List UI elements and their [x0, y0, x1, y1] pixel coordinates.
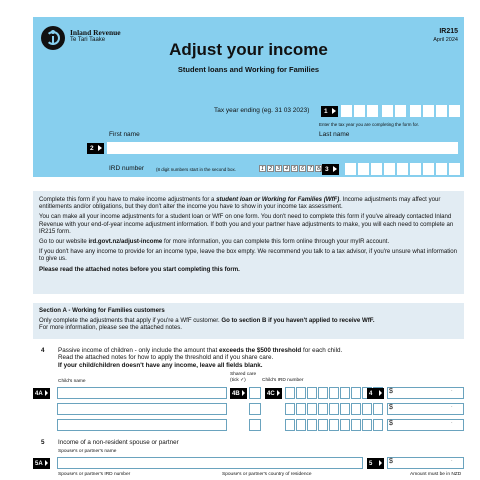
q4-text: Passive income of children - only include the amount that exceeds the $500 threshold for each child. Read the attached notes for how to apply the threshold and if you share care. If your child/children doesn't have any income, leave all fields blank. [58, 347, 343, 369]
shared-care-tick-header: (tick ✓) [230, 378, 246, 383]
spouse-name-label: Spouse's or partner's name [58, 449, 117, 454]
dollar-sign: $ [389, 388, 393, 395]
section-a-heading [33, 303, 464, 339]
child-name-input-3[interactable] [57, 419, 227, 431]
section-a-line-2: For more information, please see the attached notes. [39, 324, 182, 332]
dollar-sign: $ [389, 420, 393, 427]
ird-number-hint: (8 digit numbers start in the second box. [156, 167, 237, 172]
ird-hint-end: ) [320, 167, 322, 172]
form-code: IR215 [439, 28, 458, 35]
q5-number: 5 [41, 439, 45, 446]
cents-separator: · [451, 404, 453, 410]
section-a-title: Section A - Working for Families customers [39, 307, 165, 314]
shared-care-header: Shared care [230, 372, 257, 377]
org-name: Inland Revenue [70, 28, 121, 37]
intro-paragraph-1: Complete this form if you have to make income adjustments for a student loan or Working for Families (WfF). Income adjustments may affect your entitlements and/or obligations, but they don't alter the income you have to show in your income tax assessment. [39, 196, 441, 211]
box-4b-badge: 4B [230, 388, 247, 399]
name-input[interactable] [107, 142, 458, 154]
tax-year-input[interactable] [341, 105, 460, 117]
form-date: April 2024 [433, 37, 458, 43]
child-ird-header: Child's IRD number [262, 378, 304, 383]
dollar-sign: $ [389, 458, 393, 465]
adjust-income-link[interactable]: ird.govt.nz/adjust-income [88, 238, 163, 246]
spouse-ird-label: Spouse's or partner's IRD number [58, 472, 131, 477]
box-5-badge: 5 [367, 458, 384, 469]
section-a-line-1: Only complete the adjustments that apply if you're a WfF customer. Go to section B if you haven't applied to receive WfF. [39, 317, 375, 325]
page-subtitle: Student loans and Working for Families [177, 65, 320, 74]
shared-care-checkbox-2[interactable] [249, 403, 261, 415]
ird-number-badge: 3 [322, 164, 339, 175]
page-title: Adjust your income [169, 40, 328, 59]
intro-notes [33, 191, 464, 294]
intro-paragraph-3: Go to our website ird.govt.nz/adjust-income for more information, you can complete this form online through your myIR account. [39, 238, 390, 246]
intro-paragraph-5: Please read the attached notes before you start completing this form. [39, 265, 240, 273]
name-number-badge: 2 [87, 143, 104, 154]
q4-number: 4 [41, 347, 45, 354]
cents-separator: · [451, 420, 453, 426]
intro-paragraph-4: If you don't have any income to provide for an income type, leave the box empty. We recommend you talk to a tax advisor, if you're unsure what information to give us. [39, 248, 458, 263]
intro-paragraph-2: You can make all your income adjustments for a student loan or WfF on one form. You don't need to complete this form if you've already contacted Inland Revenue with your end-of-year income adjustment information. If both you and your partner have adjustments to make, you will each need to complete an IR215 form. [39, 213, 454, 235]
shared-care-checkbox-1[interactable] [249, 387, 261, 399]
first-name-label: First name [109, 131, 140, 138]
tax-year-number-badge: 1 [321, 106, 338, 117]
dollar-sign: $ [389, 404, 393, 411]
spouse-country-label: Spouse's or partner's country of residence [222, 472, 312, 477]
child-ird-input-3[interactable] [285, 419, 383, 431]
box-4a-badge: 4A [33, 388, 50, 399]
spouse-name-input[interactable] [57, 457, 363, 469]
ird-sample-boxes: 1 2 3 4 5 6 7 8 [259, 165, 322, 172]
org-maori-name: Te Tari Taake [70, 37, 106, 43]
tax-year-hint: Enter the tax year you are completing the form for. [319, 122, 420, 127]
ird-number-label: IRD number [109, 165, 145, 172]
child-ird-input-2[interactable] [285, 403, 383, 415]
last-name-label: Last name [319, 131, 350, 138]
ird-number-input[interactable] [345, 163, 460, 175]
box-5a-badge: 5A [33, 458, 50, 469]
q5-text: Income of a non-resident spouse or partner [58, 439, 179, 446]
shared-care-checkbox-3[interactable] [249, 419, 261, 431]
cents-separator: · [451, 458, 453, 464]
form-header-panel [33, 17, 464, 177]
cents-separator: · [451, 388, 453, 394]
box-4c-badge: 4C [265, 388, 282, 399]
child-name-input-1[interactable] [57, 387, 227, 399]
tax-year-label: Tax year ending (eg. 31 03 2023) [214, 107, 310, 114]
child-name-header: Child's name [58, 379, 86, 384]
box-4-badge: 4 [367, 388, 384, 399]
amount-nzd-note: Amount must be in NZD [410, 472, 462, 477]
child-name-input-2[interactable] [57, 403, 227, 415]
